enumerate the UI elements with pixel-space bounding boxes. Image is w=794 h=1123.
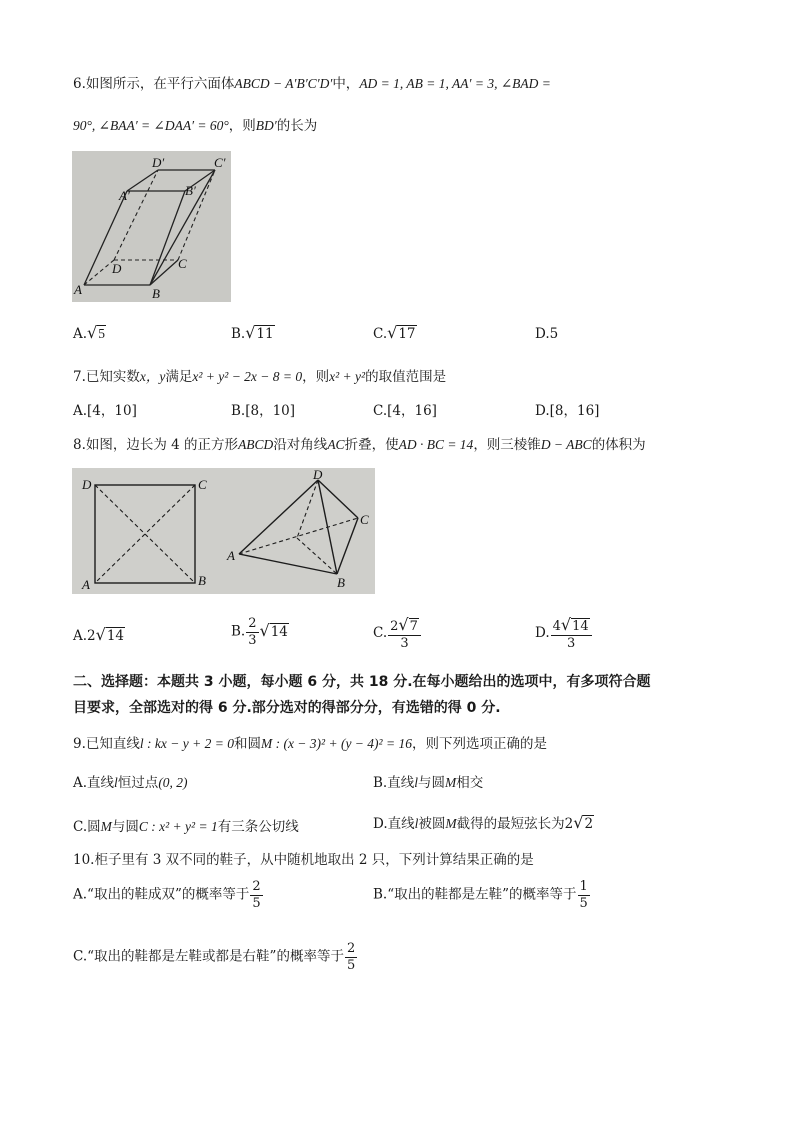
q10-opt-b-fraction <box>578 880 590 910</box>
q9-opt-b-text3: 相交 <box>456 775 484 791</box>
q8-text2: 沿对角线 <box>273 437 328 453</box>
q6-opt-b-radicand: 11 <box>256 326 274 342</box>
q6-stem-line2 <box>73 114 317 134</box>
q9-opt-c-text3: 有三条公切线 <box>217 819 299 835</box>
q6-opt-c-radicand: 17 <box>398 326 416 342</box>
q6-label-D1: D′ <box>152 155 165 170</box>
q6-label-C: C <box>178 256 187 271</box>
q8-text3: 折叠，使 <box>344 437 399 453</box>
q9-opt-d-text2: 被圆 <box>418 816 446 832</box>
q6-label-D: D <box>112 261 122 276</box>
q6-opt-b-label: B. <box>231 326 246 342</box>
q8-opt-c-coef: 2 <box>390 619 399 634</box>
q8-figure-svg <box>72 468 375 594</box>
q8-opt-d-den: 3 <box>567 635 576 651</box>
q9-opt-d-radicand: 2 <box>584 816 594 832</box>
q8-square-label-A: A <box>82 577 90 592</box>
q9-stem <box>73 732 547 752</box>
q6-option-a <box>73 323 106 342</box>
q9-opt-d-text3: 截得的最短弦长为 <box>456 816 565 832</box>
q6-text4: 的长为 <box>276 118 318 134</box>
q9-opt-c-text: C.圆 <box>73 819 101 835</box>
q10-option-b <box>373 880 591 910</box>
q8-opt-c-den: 3 <box>400 635 409 651</box>
q9-opt-b-text: B.直线 <box>373 775 415 791</box>
q10-opt-b-den: 5 <box>579 895 588 911</box>
q8-opt-c-radicand: 7 <box>409 619 418 634</box>
q7-vars: x，y <box>139 369 166 384</box>
q6-text2: 中， <box>332 76 360 92</box>
q6-angles: 90°, ∠BAA′ = ∠DAA′ = 60° <box>73 118 229 133</box>
q8-pyramid: D − ABC <box>540 437 592 452</box>
q6-figure-parallelepiped <box>72 151 231 302</box>
q7-option-c: C.[4，16] <box>373 403 437 419</box>
q9-opt-d-sqrt: √2 <box>573 813 594 832</box>
q9-opt-a-text2: 恒过点 <box>117 775 159 791</box>
q9-opt-b-var: l <box>414 775 418 790</box>
q8-opt-b-fraction <box>246 617 258 647</box>
q6-label-A1: A′ <box>119 188 130 203</box>
q6-label-C1: C′ <box>214 155 226 170</box>
q9-opt-a-point: (0, 2) <box>158 775 188 790</box>
q6-label-A: A <box>74 282 82 297</box>
q8-opt-d-coef: 4 <box>552 619 561 634</box>
q10-option-c <box>73 942 358 972</box>
q8-opt-b-radicand: 14 <box>270 623 288 640</box>
q9-text: 9.已知直线 <box>73 736 140 752</box>
q9-opt-b-var2: M <box>444 775 457 790</box>
q8-opt-a-radicand: 14 <box>106 628 125 644</box>
q6-option-b <box>231 323 275 342</box>
q8-pyramid-label-B: B <box>337 575 345 590</box>
q8-figure-folding <box>72 468 375 594</box>
q6-text: 6.如图所示，在平行六面体 <box>73 76 235 92</box>
q10-opt-b-num: 1 <box>579 879 588 894</box>
q8-square-name: ABCD <box>238 437 274 452</box>
q6-body-name: ABCD − A′B′C′D′ <box>234 76 333 91</box>
q10-opt-b-text: B.“取出的鞋都是左鞋”的概率等于 <box>373 886 577 903</box>
q7-expression: x² + y² <box>329 369 366 384</box>
q8-opt-b-den: 3 <box>248 632 257 648</box>
q6-stem-line1 <box>73 72 551 92</box>
q10-option-a <box>73 880 264 910</box>
q6-target: BD′ <box>255 118 277 133</box>
q9-text3: ，则下列选项正确的是 <box>411 736 547 752</box>
q7-equation: x² + y² − 2x − 8 = 0 <box>192 369 303 384</box>
q6-opt-c-label: C. <box>373 326 388 342</box>
q7-text: 7.已知实数 <box>73 369 140 385</box>
q9-opt-a-text: A.直线 <box>73 775 115 791</box>
q8-opt-d-num: 4√14 <box>551 617 592 636</box>
q8-option-b <box>231 617 289 647</box>
q8-opt-c-label: C. <box>373 625 388 642</box>
q7-text4: 的取值范围是 <box>365 369 447 385</box>
q8-opt-d-radicand: 14 <box>572 619 589 634</box>
q8-opt-a-coef: 2 <box>87 628 96 644</box>
q8-opt-a-sqrt: √14 <box>95 625 125 644</box>
q8-opt-d-fraction <box>551 617 592 650</box>
q6-label-B1: B′ <box>185 183 196 198</box>
q6-opt-c-sqrt: √17 <box>387 323 416 342</box>
q6-conditions: AD = 1, AB = 1, AA′ = 3, ∠BAD = <box>359 76 551 91</box>
q9-opt-a-var: l <box>114 775 118 790</box>
q9-opt-d-var: l <box>414 816 419 831</box>
q9-option-b <box>373 771 483 791</box>
q6-option-c <box>373 323 417 342</box>
q10-opt-c-den: 5 <box>346 957 356 973</box>
q9-opt-c-equation: C : x² + y² = 1 <box>138 819 218 834</box>
q8-square-label-B: B <box>198 573 206 588</box>
q9-opt-c-text2: 与圆 <box>111 819 139 835</box>
q10-opt-c-num: 2 <box>346 941 356 956</box>
q9-circle-equation: M : (x − 3)² + (y − 4)² = 16 <box>260 736 412 751</box>
q9-opt-d-var2: M <box>445 816 457 831</box>
q8-opt-b-num: 2 <box>248 616 257 631</box>
q8-opt-b-sqrt: √14 <box>259 620 288 640</box>
q8-text4: ，则三棱锥 <box>473 437 541 453</box>
q8-opt-a-label: A. <box>73 628 88 644</box>
q8-diagonal: AC <box>327 437 345 452</box>
q9-text2: 和圆 <box>233 736 261 752</box>
q6-opt-a-sqrt: √5 <box>87 323 105 342</box>
q10-opt-a-text: A.“取出的鞋成双”的概率等于 <box>73 886 250 903</box>
q10-stem: 10.柜子里有 3 双不同的鞋子，从中随机地取出 2 只，下列计算结果正确的是 <box>73 852 534 868</box>
q10-opt-a-fraction <box>250 880 262 910</box>
q10-opt-c-fraction <box>345 942 357 972</box>
q10-opt-a-den: 5 <box>252 895 261 911</box>
q7-stem <box>73 365 446 385</box>
q8-square-label-D: D <box>82 477 92 492</box>
q9-line-equation: l : kx − y + 2 = 0 <box>139 736 234 751</box>
q9-opt-b-text2: 与圆 <box>417 775 445 791</box>
q7-text3: ，则 <box>302 369 330 385</box>
q8-text: 8.如图，边长为 4 的正方形 <box>73 437 239 453</box>
q7-option-d: D.[8，16] <box>535 403 600 419</box>
q7-option-b: B.[8，10] <box>231 403 296 419</box>
q8-opt-b-label: B. <box>231 623 246 640</box>
q8-text5: 的体积为 <box>591 437 646 453</box>
q9-option-c <box>73 815 299 835</box>
q9-opt-d-text: D.直线 <box>373 816 415 832</box>
q8-square-label-C: C <box>198 477 207 492</box>
q8-opt-c-num: 2√7 <box>388 617 421 636</box>
q8-option-d <box>535 617 593 650</box>
q7-option-a: A.[4，10] <box>73 403 137 419</box>
q8-opt-d-label: D. <box>535 625 550 642</box>
q9-option-d <box>373 812 594 832</box>
section2-heading-line2: 目要求，全部选对的得 6 分.部分选对的得部分分，有选错的得 0 分. <box>73 700 501 716</box>
q6-figure-svg <box>72 151 231 302</box>
q9-opt-c-var: M <box>100 819 112 834</box>
q6-opt-b-sqrt: √11 <box>245 323 274 342</box>
q6-label-B: B <box>152 286 160 301</box>
q6-text3: ，则 <box>228 118 256 134</box>
q9-opt-d-coef: 2 <box>564 816 574 832</box>
q6-option-d: D.5 <box>535 326 559 342</box>
q8-option-a <box>73 625 125 644</box>
q8-dot-product: AD · BC = 14 <box>398 437 474 452</box>
q8-option-c <box>373 617 422 650</box>
q8-pyramid-label-A: A <box>227 548 235 563</box>
q10-opt-c-text: C.“取出的鞋都是左鞋或都是右鞋”的概率等于 <box>73 948 344 965</box>
q8-pyramid-label-C: C <box>360 512 369 527</box>
q10-opt-a-num: 2 <box>252 879 261 894</box>
q7-text2: 满足 <box>165 369 193 385</box>
q8-stem <box>73 433 646 453</box>
q8-pyramid-label-D: D <box>313 468 323 482</box>
q9-option-a <box>73 771 188 791</box>
section2-heading-line1: 二、选择题：本题共 3 小题，每小题 6 分，共 18 分.在每小题给出的选项中，有多项符合题 <box>73 674 651 690</box>
q8-opt-c-fraction <box>388 617 421 650</box>
q6-opt-a-radicand: 5 <box>98 326 105 341</box>
q6-opt-a-label: A. <box>73 326 88 342</box>
